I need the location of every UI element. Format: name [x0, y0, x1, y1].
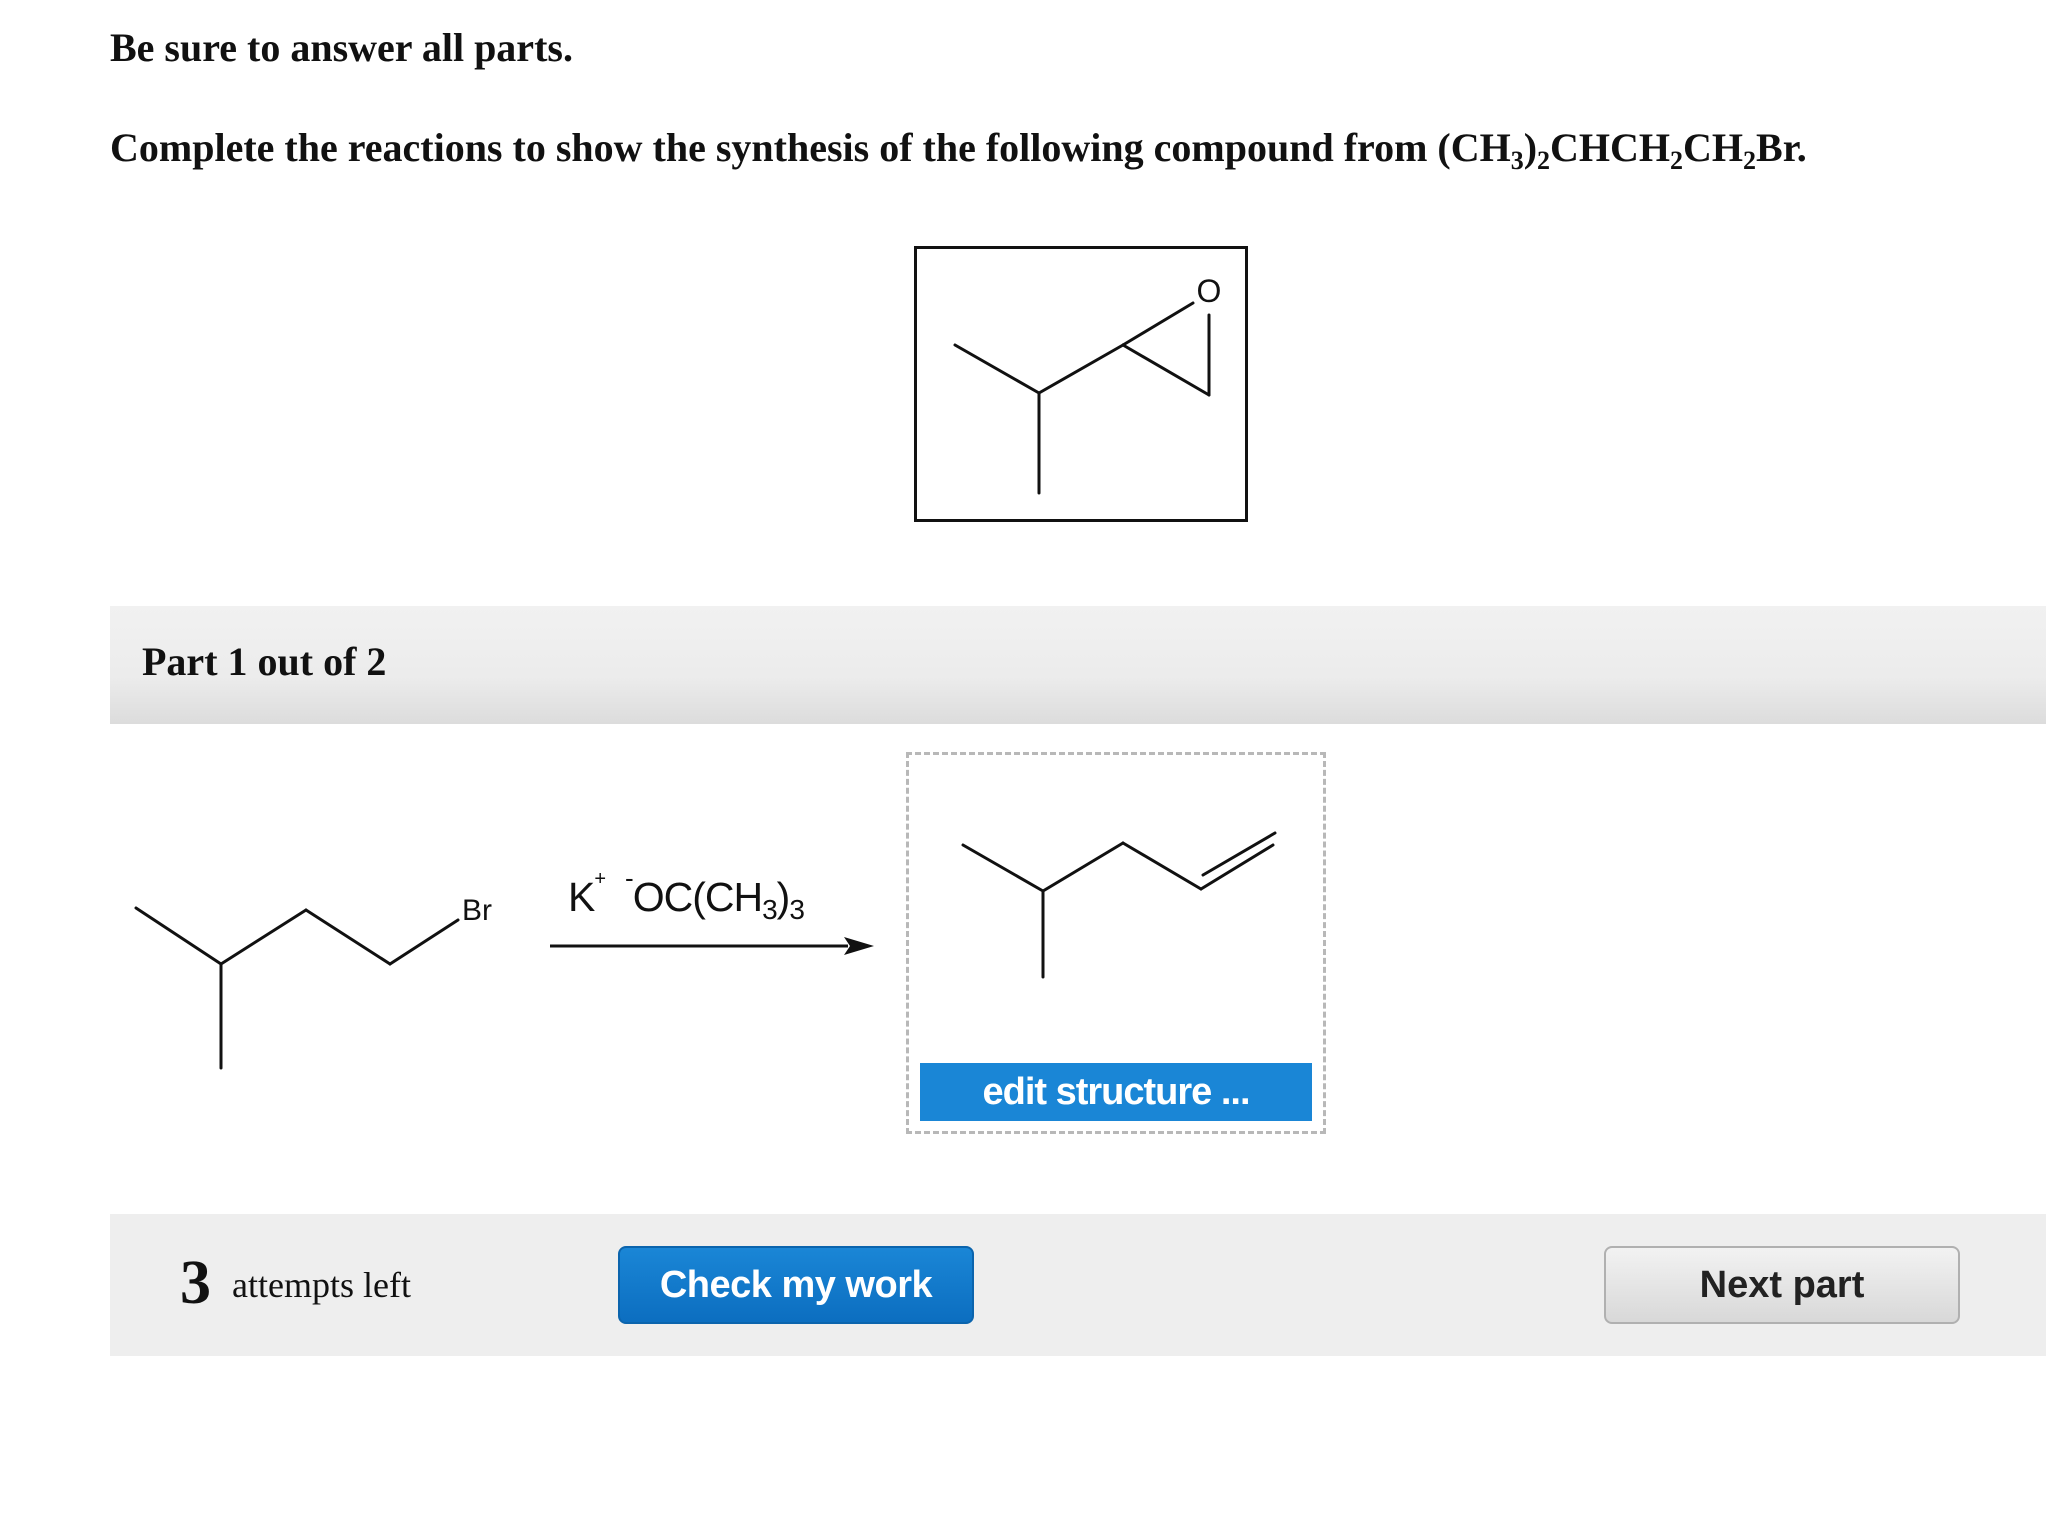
- target-compound-box: [914, 246, 1248, 522]
- bromine-label: Br: [462, 894, 492, 927]
- question-lead: Complete the reactions to show the synthesis of the following compound from: [110, 125, 1438, 170]
- part-header-bar: [110, 606, 2046, 724]
- target-epoxide-structure: [917, 249, 1251, 525]
- reagent-label: K+ $^-OC(CH_3)_3$: [568, 863, 804, 925]
- footer-bar: [110, 1214, 2046, 1356]
- next-part-button[interactable]: Next part: [1604, 1246, 1960, 1324]
- question-text: [110, 124, 1807, 175]
- product-alkene-structure: [909, 755, 1323, 1055]
- oxygen-label: O: [1196, 273, 1222, 309]
- reaction-arrow: [548, 928, 880, 964]
- reactant-structure: [120, 880, 520, 1080]
- edit-structure-button[interactable]: edit structure ...: [920, 1063, 1312, 1121]
- attempts-label: attempts left: [232, 1265, 411, 1305]
- starting-material-formula: $(CH_3)_2CHCH_2CH_2Br$.: [1437, 125, 1807, 175]
- part-title: Part 1 out of 2: [142, 639, 387, 684]
- check-my-work-button[interactable]: Check my work: [618, 1246, 974, 1324]
- instruction-text: Be sure to answer all parts.: [110, 25, 573, 70]
- attempts-count: 3: [180, 1249, 211, 1317]
